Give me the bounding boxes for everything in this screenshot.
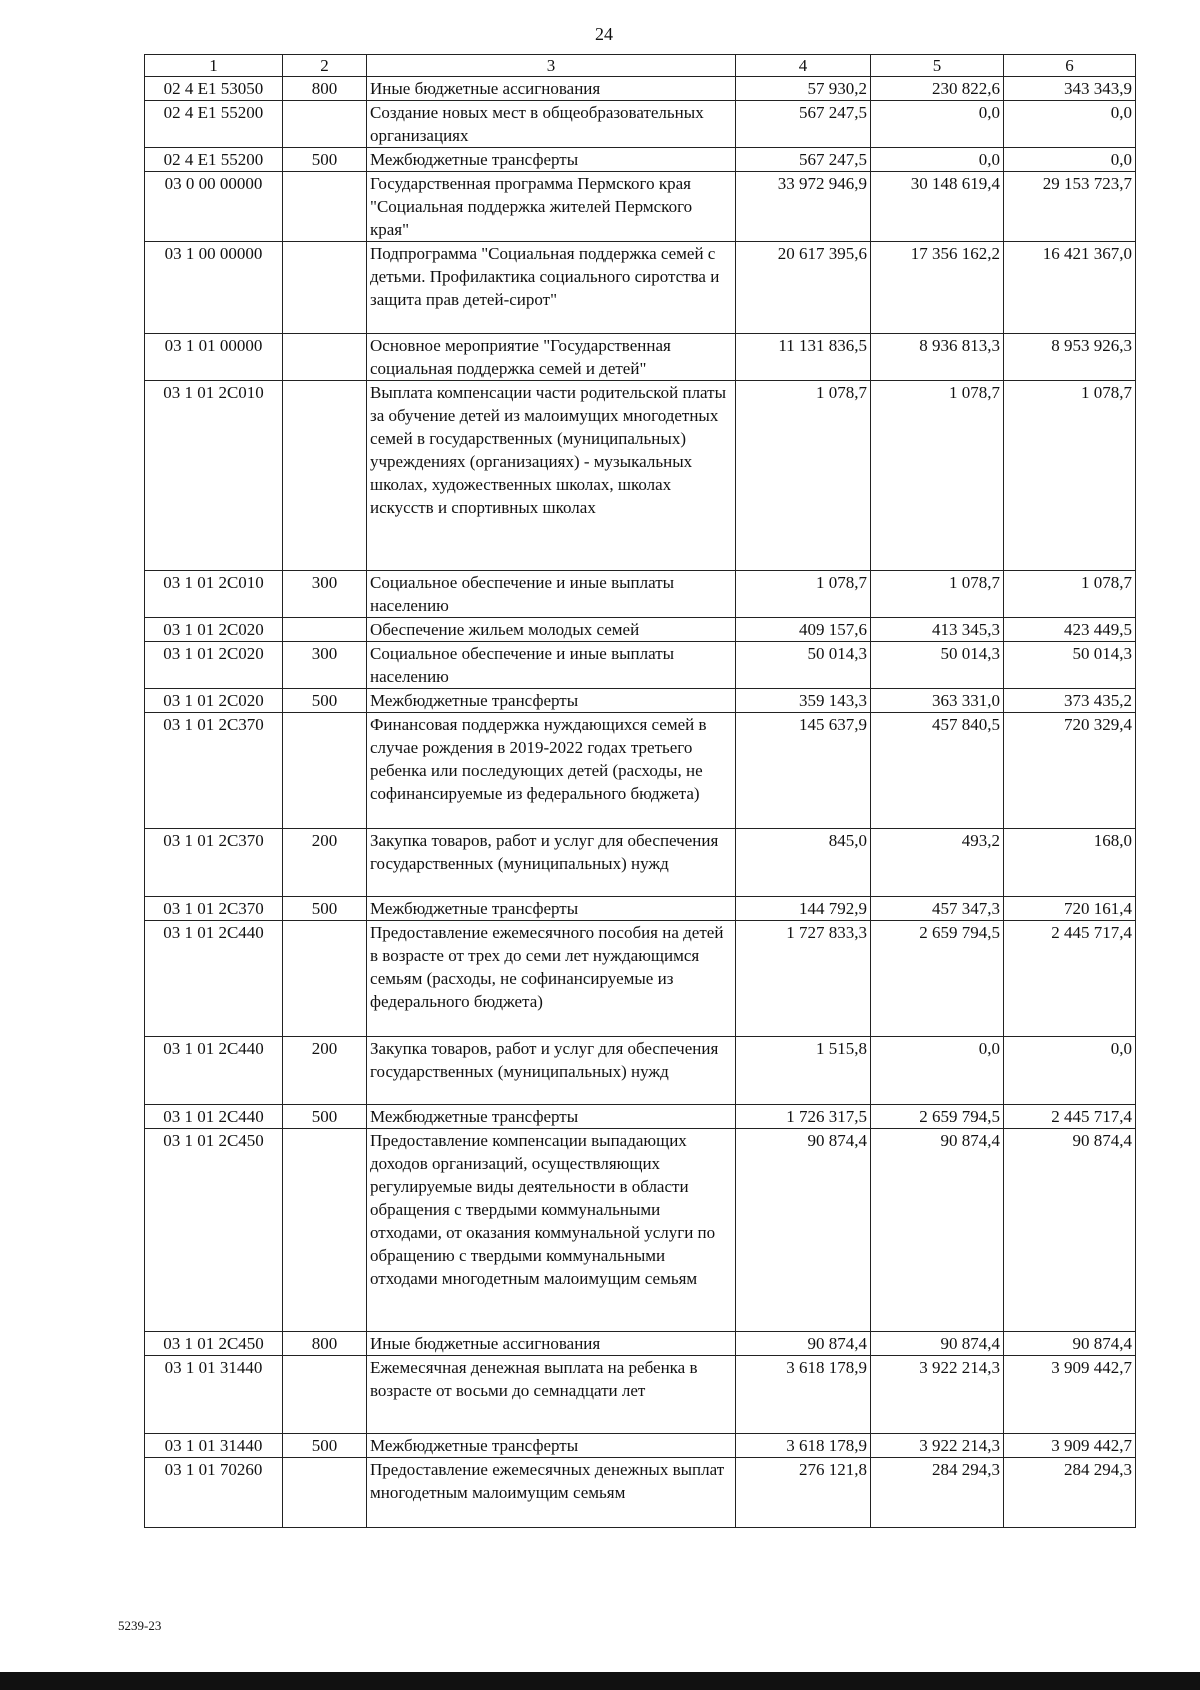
amount-year3-cell: 343 343,9 bbox=[1004, 77, 1136, 101]
amount-year1-cell: 276 121,8 bbox=[736, 1458, 871, 1528]
item-name-cell: Финансовая поддержка нуждающихся семей в случае рождения в 2019-2022 годах третьего ребенка или последующих детей (расходы, не софинансируемые из федерального бюджета) bbox=[367, 713, 736, 829]
amount-year2-cell: 3 922 214,3 bbox=[871, 1434, 1004, 1458]
expense-type-cell: 800 bbox=[283, 1332, 367, 1356]
expense-type-cell: 500 bbox=[283, 1434, 367, 1458]
amount-year2-cell: 0,0 bbox=[871, 1037, 1004, 1105]
item-name-cell: Закупка товаров, работ и услуг для обеспечения государственных (муниципальных) нужд bbox=[367, 829, 736, 897]
table-row bbox=[145, 921, 1136, 1037]
amount-year2-cell: 2 659 794,5 bbox=[871, 1105, 1004, 1129]
amount-year1-cell: 1 727 833,3 bbox=[736, 921, 871, 1037]
table-row bbox=[145, 897, 1136, 921]
table-row bbox=[145, 242, 1136, 334]
amount-year1-cell: 90 874,4 bbox=[736, 1129, 871, 1332]
amount-year3-cell: 2 445 717,4 bbox=[1004, 1105, 1136, 1129]
table-row bbox=[145, 172, 1136, 242]
expense-type-cell bbox=[283, 101, 367, 148]
amount-year2-cell: 8 936 813,3 bbox=[871, 334, 1004, 381]
amount-year2-cell: 1 078,7 bbox=[871, 571, 1004, 618]
budget-table bbox=[144, 54, 1136, 1528]
amount-year3-cell: 8 953 926,3 bbox=[1004, 334, 1136, 381]
column-header: 2 bbox=[283, 55, 367, 77]
column-header: 1 bbox=[145, 55, 283, 77]
amount-year3-cell: 1 078,7 bbox=[1004, 571, 1136, 618]
header-row bbox=[145, 55, 1136, 77]
amount-year1-cell: 845,0 bbox=[736, 829, 871, 897]
expense-type-cell bbox=[283, 1356, 367, 1434]
table-row bbox=[145, 571, 1136, 618]
item-name-cell: Подпрограмма "Социальная поддержка семей с детьми. Профилактика социального сиротства и защита прав детей-сирот" bbox=[367, 242, 736, 334]
table-row bbox=[145, 1037, 1136, 1105]
amount-year2-cell: 90 874,4 bbox=[871, 1332, 1004, 1356]
table-row bbox=[145, 713, 1136, 829]
item-name-cell: Обеспечение жильем молодых семей bbox=[367, 618, 736, 642]
amount-year2-cell: 0,0 bbox=[871, 101, 1004, 148]
table-row bbox=[145, 689, 1136, 713]
item-name-cell: Социальное обеспечение и иные выплаты населению bbox=[367, 571, 736, 618]
table-row bbox=[145, 1129, 1136, 1332]
amount-year3-cell: 0,0 bbox=[1004, 101, 1136, 148]
column-header: 3 bbox=[367, 55, 736, 77]
document-code: 5239-23 bbox=[118, 1618, 162, 1633]
item-name-cell: Предоставление ежемесячного пособия на детей в возрасте от трех до семи лет нуждающимся семьям (расходы, не софинансируемые из федерального бюджета) bbox=[367, 921, 736, 1037]
table-row bbox=[145, 618, 1136, 642]
amount-year2-cell: 363 331,0 bbox=[871, 689, 1004, 713]
target-code-cell: 02 4 E1 55200 bbox=[145, 101, 283, 148]
table-row bbox=[145, 101, 1136, 148]
amount-year1-cell: 3 618 178,9 bbox=[736, 1434, 871, 1458]
amount-year3-cell: 373 435,2 bbox=[1004, 689, 1136, 713]
amount-year1-cell: 20 617 395,6 bbox=[736, 242, 871, 334]
table-row bbox=[145, 642, 1136, 689]
target-code-cell: 03 1 01 2C440 bbox=[145, 1105, 283, 1129]
expense-type-cell: 800 bbox=[283, 77, 367, 101]
table-row bbox=[145, 148, 1136, 172]
table-row bbox=[145, 381, 1136, 571]
amount-year1-cell: 1 515,8 bbox=[736, 1037, 871, 1105]
item-name-cell: Межбюджетные трансферты bbox=[367, 1105, 736, 1129]
amount-year3-cell: 1 078,7 bbox=[1004, 381, 1136, 571]
amount-year2-cell: 90 874,4 bbox=[871, 1129, 1004, 1332]
expense-type-cell bbox=[283, 713, 367, 829]
target-code-cell: 03 1 01 70260 bbox=[145, 1458, 283, 1528]
expense-type-cell bbox=[283, 334, 367, 381]
amount-year1-cell: 33 972 946,9 bbox=[736, 172, 871, 242]
amount-year1-cell: 11 131 836,5 bbox=[736, 334, 871, 381]
target-code-cell: 03 0 00 00000 bbox=[145, 172, 283, 242]
amount-year3-cell: 720 329,4 bbox=[1004, 713, 1136, 829]
amount-year2-cell: 284 294,3 bbox=[871, 1458, 1004, 1528]
target-code-cell: 03 1 01 2C020 bbox=[145, 618, 283, 642]
amount-year3-cell: 423 449,5 bbox=[1004, 618, 1136, 642]
expense-type-cell bbox=[283, 1129, 367, 1332]
item-name-cell: Выплата компенсации части родительской платы за обучение детей из малоимущих многодетных семей в государственных (муниципальных) учреждениях (организациях) - музыкальных школах, художественных школах, школах искусств и спортивных школах bbox=[367, 381, 736, 571]
amount-year3-cell: 0,0 bbox=[1004, 1037, 1136, 1105]
target-code-cell: 03 1 00 00000 bbox=[145, 242, 283, 334]
amount-year1-cell: 3 618 178,9 bbox=[736, 1356, 871, 1434]
amount-year1-cell: 90 874,4 bbox=[736, 1332, 871, 1356]
item-name-cell: Межбюджетные трансферты bbox=[367, 148, 736, 172]
expense-type-cell: 500 bbox=[283, 689, 367, 713]
item-name-cell: Основное мероприятие "Государственная социальная поддержка семей и детей" bbox=[367, 334, 736, 381]
amount-year1-cell: 567 247,5 bbox=[736, 148, 871, 172]
item-name-cell: Предоставление ежемесячных денежных выплат многодетным малоимущим семьям bbox=[367, 1458, 736, 1528]
amount-year1-cell: 359 143,3 bbox=[736, 689, 871, 713]
target-code-cell: 03 1 01 2C020 bbox=[145, 642, 283, 689]
target-code-cell: 03 1 01 31440 bbox=[145, 1434, 283, 1458]
item-name-cell: Межбюджетные трансферты bbox=[367, 897, 736, 921]
amount-year3-cell: 16 421 367,0 bbox=[1004, 242, 1136, 334]
amount-year3-cell: 0,0 bbox=[1004, 148, 1136, 172]
item-name-cell: Межбюджетные трансферты bbox=[367, 1434, 736, 1458]
amount-year2-cell: 230 822,6 bbox=[871, 77, 1004, 101]
expense-type-cell: 200 bbox=[283, 829, 367, 897]
amount-year2-cell: 413 345,3 bbox=[871, 618, 1004, 642]
item-name-cell: Социальное обеспечение и иные выплаты населению bbox=[367, 642, 736, 689]
table-row bbox=[145, 1332, 1136, 1356]
amount-year2-cell: 457 840,5 bbox=[871, 713, 1004, 829]
item-name-cell: Предоставление компенсации выпадающих доходов организаций, осуществляющих регулируемые виды деятельности в области обращения с твердыми коммунальными отходами, от оказания коммунальной услуги по обращению с твердыми коммунальными отходами многодетным малоимущим семьям bbox=[367, 1129, 736, 1332]
amount-year3-cell: 3 909 442,7 bbox=[1004, 1434, 1136, 1458]
target-code-cell: 03 1 01 2C010 bbox=[145, 571, 283, 618]
amount-year1-cell: 567 247,5 bbox=[736, 101, 871, 148]
amount-year3-cell: 284 294,3 bbox=[1004, 1458, 1136, 1528]
amount-year3-cell: 2 445 717,4 bbox=[1004, 921, 1136, 1037]
amount-year1-cell: 1 726 317,5 bbox=[736, 1105, 871, 1129]
amount-year2-cell: 17 356 162,2 bbox=[871, 242, 1004, 334]
target-code-cell: 03 1 01 2C370 bbox=[145, 829, 283, 897]
column-header: 5 bbox=[871, 55, 1004, 77]
item-name-cell: Ежемесячная денежная выплата на ребенка в возрасте от восьми до семнадцати лет bbox=[367, 1356, 736, 1434]
target-code-cell: 02 4 E1 53050 bbox=[145, 77, 283, 101]
amount-year1-cell: 144 792,9 bbox=[736, 897, 871, 921]
column-header: 6 bbox=[1004, 55, 1136, 77]
amount-year2-cell: 30 148 619,4 bbox=[871, 172, 1004, 242]
target-code-cell: 03 1 01 31440 bbox=[145, 1356, 283, 1434]
item-name-cell: Создание новых мест в общеобразовательных организациях bbox=[367, 101, 736, 148]
amount-year1-cell: 409 157,6 bbox=[736, 618, 871, 642]
item-name-cell: Иные бюджетные ассигнования bbox=[367, 77, 736, 101]
expense-type-cell bbox=[283, 172, 367, 242]
table-row bbox=[145, 1434, 1136, 1458]
target-code-cell: 03 1 01 2C010 bbox=[145, 381, 283, 571]
amount-year3-cell: 29 153 723,7 bbox=[1004, 172, 1136, 242]
expense-type-cell: 500 bbox=[283, 897, 367, 921]
item-name-cell: Иные бюджетные ассигнования bbox=[367, 1332, 736, 1356]
amount-year2-cell: 2 659 794,5 bbox=[871, 921, 1004, 1037]
amount-year2-cell: 1 078,7 bbox=[871, 381, 1004, 571]
expense-type-cell: 300 bbox=[283, 571, 367, 618]
target-code-cell: 02 4 E1 55200 bbox=[145, 148, 283, 172]
table-row bbox=[145, 1356, 1136, 1434]
table-row bbox=[145, 334, 1136, 381]
amount-year3-cell: 90 874,4 bbox=[1004, 1129, 1136, 1332]
column-header: 4 bbox=[736, 55, 871, 77]
target-code-cell: 03 1 01 2C450 bbox=[145, 1129, 283, 1332]
amount-year3-cell: 168,0 bbox=[1004, 829, 1136, 897]
item-name-cell: Государственная программа Пермского края "Социальная поддержка жителей Пермского края" bbox=[367, 172, 736, 242]
target-code-cell: 03 1 01 2C020 bbox=[145, 689, 283, 713]
expense-type-cell: 300 bbox=[283, 642, 367, 689]
amount-year3-cell: 90 874,4 bbox=[1004, 1332, 1136, 1356]
amount-year2-cell: 493,2 bbox=[871, 829, 1004, 897]
target-code-cell: 03 1 01 2C440 bbox=[145, 1037, 283, 1105]
amount-year2-cell: 0,0 bbox=[871, 148, 1004, 172]
amount-year1-cell: 57 930,2 bbox=[736, 77, 871, 101]
item-name-cell: Закупка товаров, работ и услуг для обеспечения государственных (муниципальных) нужд bbox=[367, 1037, 736, 1105]
target-code-cell: 03 1 01 2C440 bbox=[145, 921, 283, 1037]
expense-type-cell bbox=[283, 242, 367, 334]
target-code-cell: 03 1 01 2C370 bbox=[145, 713, 283, 829]
table-row bbox=[145, 829, 1136, 897]
table-row bbox=[145, 1105, 1136, 1129]
page-number: 24 bbox=[595, 24, 613, 44]
amount-year1-cell: 50 014,3 bbox=[736, 642, 871, 689]
expense-type-cell bbox=[283, 381, 367, 571]
amount-year1-cell: 145 637,9 bbox=[736, 713, 871, 829]
amount-year1-cell: 1 078,7 bbox=[736, 571, 871, 618]
amount-year3-cell: 50 014,3 bbox=[1004, 642, 1136, 689]
table-row bbox=[145, 77, 1136, 101]
table-row bbox=[145, 1458, 1136, 1528]
amount-year3-cell: 720 161,4 bbox=[1004, 897, 1136, 921]
amount-year2-cell: 50 014,3 bbox=[871, 642, 1004, 689]
amount-year3-cell: 3 909 442,7 bbox=[1004, 1356, 1136, 1434]
item-name-cell: Межбюджетные трансферты bbox=[367, 689, 736, 713]
target-code-cell: 03 1 01 2C370 bbox=[145, 897, 283, 921]
amount-year2-cell: 457 347,3 bbox=[871, 897, 1004, 921]
amount-year1-cell: 1 078,7 bbox=[736, 381, 871, 571]
expense-type-cell: 200 bbox=[283, 1037, 367, 1105]
expense-type-cell bbox=[283, 921, 367, 1037]
expense-type-cell: 500 bbox=[283, 1105, 367, 1129]
expense-type-cell: 500 bbox=[283, 148, 367, 172]
expense-type-cell bbox=[283, 618, 367, 642]
expense-type-cell bbox=[283, 1458, 367, 1528]
scan-edge bbox=[0, 1672, 1200, 1690]
target-code-cell: 03 1 01 2C450 bbox=[145, 1332, 283, 1356]
amount-year2-cell: 3 922 214,3 bbox=[871, 1356, 1004, 1434]
target-code-cell: 03 1 01 00000 bbox=[145, 334, 283, 381]
